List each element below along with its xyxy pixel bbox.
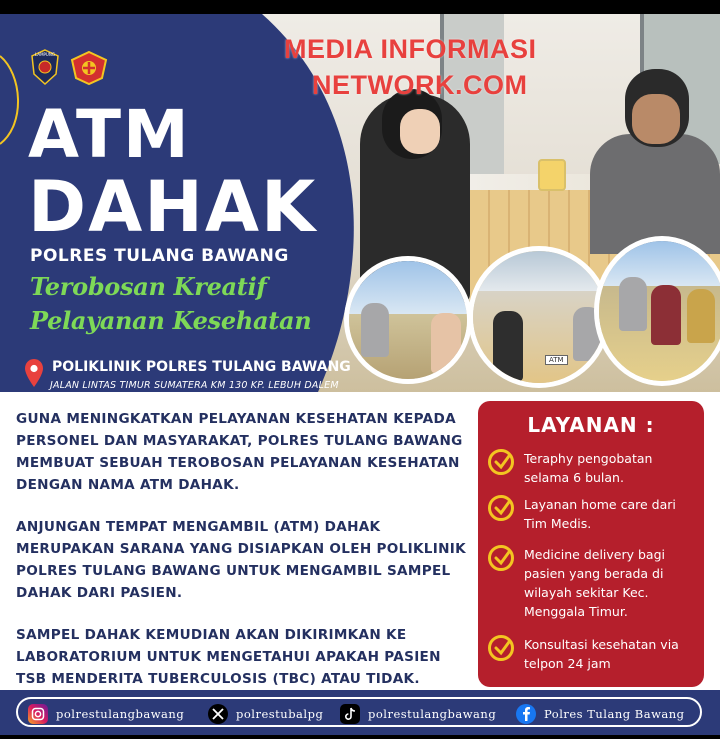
instagram-link[interactable] xyxy=(28,703,184,725)
services-panel xyxy=(478,401,704,687)
medical-emblem-icon xyxy=(68,48,110,86)
title-dahak: DAHAK xyxy=(28,166,318,248)
paragraph-1: GUNA MENINGKATKAN PELAYANAN KESEHATAN KEPADA PERSONEL DAN MASYARAKAT, POLRES TULANG BAWANG MEMBUAT SEBUAH TEROBOSAN PELAYANAN KESEHATAN DENGAN NAMA ATM DAHAK. xyxy=(16,411,463,493)
location-title: POLIKLINIK POLRES TULANG BAWANG xyxy=(52,359,351,375)
twitter-link[interactable] xyxy=(208,703,323,725)
atm-sign: ATM xyxy=(545,355,568,365)
watermark-line1: MEDIA INFORMASI xyxy=(284,34,537,64)
photo-circle-1 xyxy=(344,256,472,384)
watermark-line2: NETWORK.COM xyxy=(312,70,528,100)
photo-circle-3 xyxy=(594,236,720,386)
service-label: Layanan home care dari Tim Medis. xyxy=(524,497,676,531)
tiktok-handle: polrestulangbawang xyxy=(368,707,497,721)
tagline-line1: Terobosan Kreatif xyxy=(30,272,267,301)
location-address: JALAN LINTAS TIMUR SUMATERA KM 130 KP. LEBUH DALEM xyxy=(50,380,339,391)
service-label: Medicine delivery bagi pasien yang berada di wilayah sekitar Kec. Menggala Timur. xyxy=(524,547,665,619)
hero-banner xyxy=(0,14,720,392)
paragraph-3: SAMPEL DAHAK KEMUDIAN AKAN DIKIRIMKAN KE LABORATORIUM UNTUK MENGETAHUI APAKAH PASIEN TSB MENDERITA TUBERCULOSIS (TBC) ATAU TIDAK. xyxy=(16,627,441,687)
top-border xyxy=(0,0,720,14)
facebook-page: Polres Tulang Bawang xyxy=(544,707,685,721)
check-icon xyxy=(488,495,514,521)
service-label: Teraphy pengobatan selama 6 bulan. xyxy=(524,451,653,485)
svg-text:LAMPUNG: LAMPUNG xyxy=(35,52,55,57)
subtitle: POLRES TULANG BAWANG xyxy=(30,246,289,266)
location-pin-icon xyxy=(24,358,44,388)
instagram-handle: polrestulangbawang xyxy=(56,707,185,721)
title-atm: ATM xyxy=(28,96,191,173)
photo-circle-2 xyxy=(468,246,610,388)
police-badge-icon xyxy=(30,48,60,86)
tiktok-icon xyxy=(340,704,360,724)
bottom-border xyxy=(0,735,720,739)
instagram-icon xyxy=(28,704,48,724)
x-twitter-icon xyxy=(208,704,228,724)
social-bar xyxy=(16,697,702,727)
facebook-icon xyxy=(516,704,536,724)
services-title: LAYANAN : xyxy=(527,413,655,437)
twitter-handle: polrestubalpg xyxy=(236,707,324,721)
footer xyxy=(0,690,720,739)
tagline-line2: Pelayanan Kesehatan xyxy=(30,306,312,335)
service-label: Konsultasi kesehatan via telpon 24 jam xyxy=(524,637,679,671)
check-icon xyxy=(488,545,514,571)
check-icon xyxy=(488,449,514,475)
tiktok-link[interactable] xyxy=(340,703,496,725)
facebook-link[interactable] xyxy=(516,703,685,725)
check-icon xyxy=(488,635,514,661)
paragraph-2: ANJUNGAN TEMPAT MENGAMBIL (ATM) DAHAK MERUPAKAN SARANA YANG DISIAPKAN OLEH POLIKLINIK POLRES TULANG BAWANG UNTUK MENGAMBIL SAMPEL DAHAK DARI PASIEN. xyxy=(16,519,466,601)
